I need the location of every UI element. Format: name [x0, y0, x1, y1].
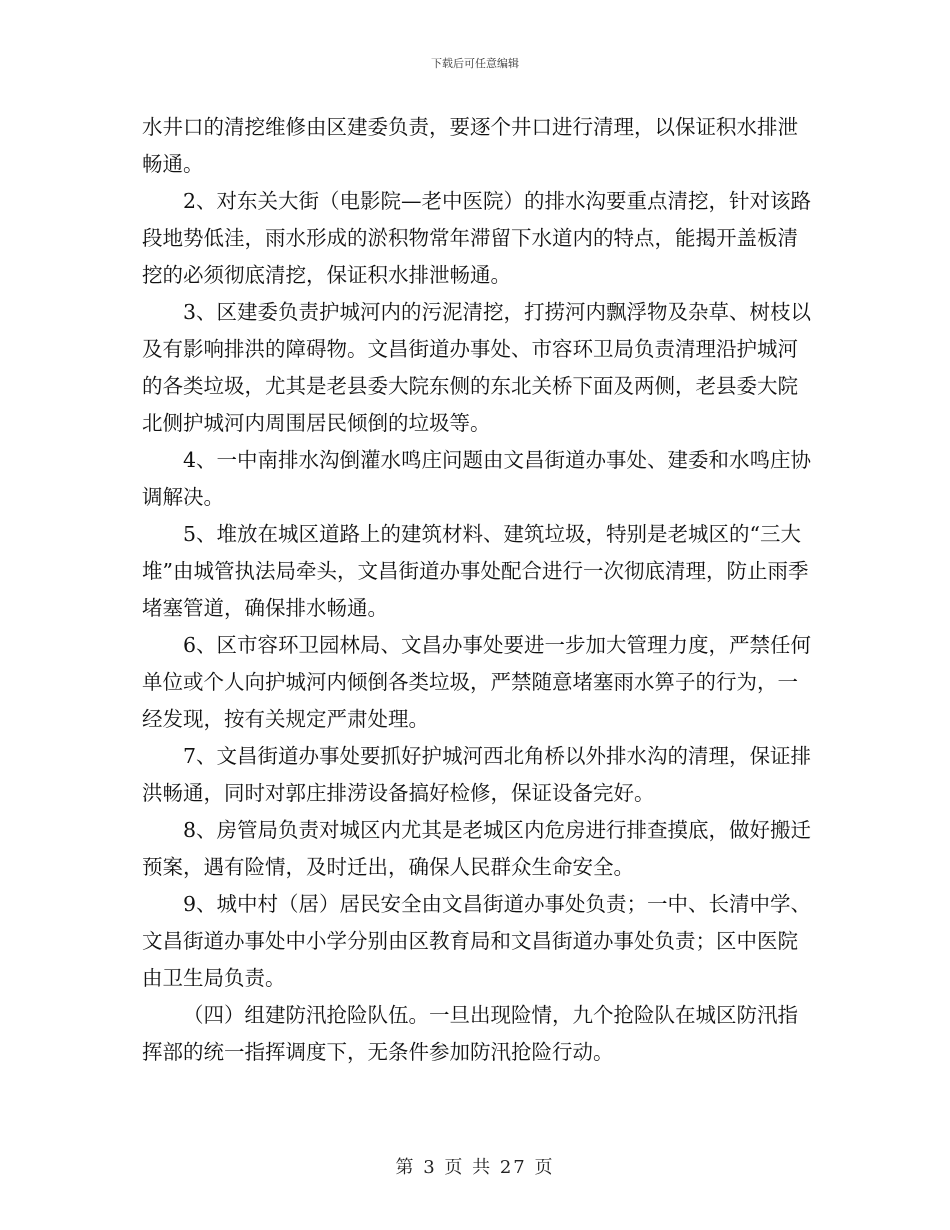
paragraph-item-4: 4、一中南排水沟倒灌水鸣庄问题由文昌街道办事处、建委和水鸣庄协调解决。: [142, 448, 812, 509]
paragraph-item-2: 2、对东关大街（电影院—老中医院）的排水沟要重点清挖，针对该路段地势低洼，雨水形成的淤积物常年滞留下水道内的特点，能揭开盖板清挖的必须彻底清挖，保证积水排泄畅通。: [142, 189, 812, 287]
page-number: 第 3 页 共 27 页: [395, 1157, 555, 1178]
paragraph-continuation: 水井口的清挖维修由区建委负责，要逐个井口进行清理，以保证积水排泄畅通。: [142, 115, 798, 176]
paragraph-item-9: 9、城中村（居）居民安全由文昌街道办事处负责；一中、长清中学、文昌街道办事处中小学分别由区教育局和文昌街道办事处负责；区中医院由卫生局负责。: [142, 892, 812, 990]
paragraph-section-4: （四）组建防汛抢险队伍。一旦出现险情，九个抢险队在城区防汛指挥部的统一指挥调度下，无条件参加防汛抢险行动。: [142, 1003, 798, 1064]
paragraph-item-6: 6、区市容环卫园林局、文昌办事处要进一步加大管理力度，严禁任何单位或个人向护城河内倾倒各类垃圾，严禁随意堵塞雨水箅子的行为，一经发现，按有关规定严肃处理。: [142, 633, 812, 731]
page-header-note: 下载后可任意编辑: [431, 57, 519, 70]
paragraph-item-3: 3、区建委负责护城河内的污泥清挖，打捞河内飘浮物及杂草、树枝以及有影响排洪的障碍物。文昌街道办事处、市容环卫局负责清理沿护城河的各类垃圾，尤其是老县委大院东侧的东北关桥下面及两侧，老县委大院北侧护城河内周围居民倾倒的垃圾等。: [142, 300, 812, 435]
paragraph-item-5: 5、堆放在城区道路上的建筑材料、建筑垃圾，特别是老城区的“三大堆”由城管执法局牵头，文昌街道办事处配合进行一次彻底清理，防止雨季堵塞管道，确保排水畅通。: [142, 522, 809, 620]
document-body: [142, 109, 812, 1071]
paragraph-item-8: 8、房管局负责对城区内尤其是老城区内危房进行排查摸底，做好搬迁预案，遇有险情，及时迁出，确保人民群众生命安全。: [142, 818, 812, 879]
paragraph-item-7: 7、文昌街道办事处要抓好护城河西北角桥以外排水沟的清理，保证排洪畅通，同时对郭庄排涝设备搞好检修，保证设备完好。: [142, 744, 812, 805]
